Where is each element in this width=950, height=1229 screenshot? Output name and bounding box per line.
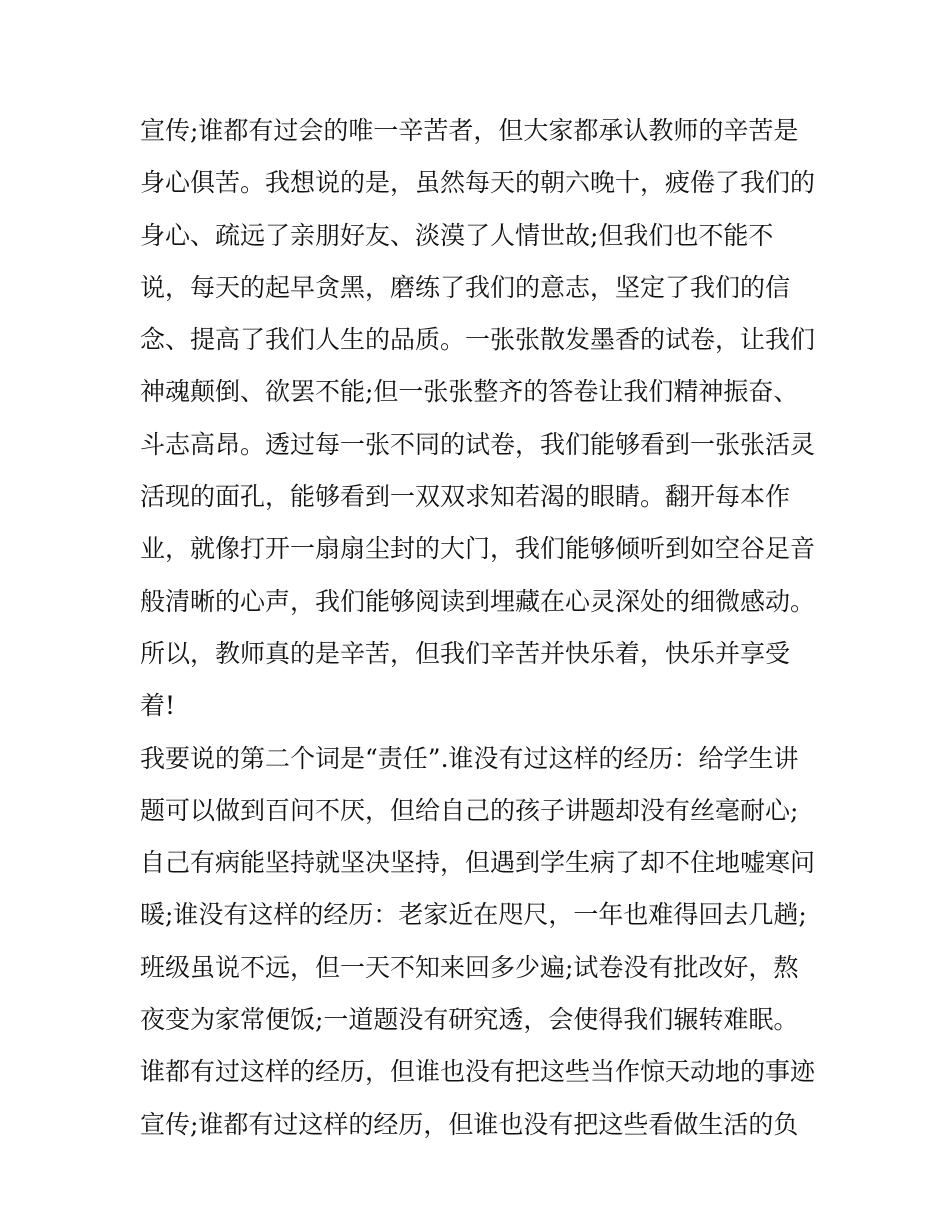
- text-line: 宣传;谁都有过这样的经历，但谁也没有把这些看做生活的负: [140, 1109, 799, 1139]
- text-line: 我要说的第二个词是“责任”.谁没有过这样的经历：给学生讲: [140, 743, 799, 773]
- text-line: 题可以做到百问不厌，但给自己的孩子讲题却没有丝毫耐心;: [140, 795, 799, 825]
- text-line: 般清晰的心声，我们能够阅读到埋藏在心灵深处的细微感动。: [140, 586, 816, 616]
- text-line: 身心、疏远了亲朋好友、淡漠了人情世故;但我们也不能不: [140, 220, 774, 250]
- text-line: 斗志高昂。透过每一张不同的试卷，我们能够看到一张张活灵: [140, 429, 816, 459]
- text-line: 暖;谁没有这样的经历：老家近在咫尺，一年也难得回去几趟;: [140, 900, 807, 930]
- text-line: 活现的面孔，能够看到一双双求知若渴的眼睛。翻开每本作: [140, 482, 791, 512]
- text-line: 所以，教师真的是辛苦，但我们辛苦并快乐着，快乐并享受: [140, 638, 791, 668]
- text-line: 班级虽说不远，但一天不知来回多少遍;试卷没有批改好，熬: [140, 952, 799, 982]
- text-line: 说，每天的起早贪黑，磨练了我们的意志，坚定了我们的信: [140, 272, 791, 302]
- text-line: 神魂颠倒、欲罢不能;但一张张整齐的答卷让我们精神振奋、: [140, 377, 799, 407]
- text-line: 夜变为家常便饭;一道题没有研究透，会使得我们辗转难眠。: [140, 1005, 799, 1035]
- text-line: 业，就像打开一扇扇尘封的大门，我们能够倾听到如空谷足音: [140, 534, 816, 564]
- text-line: 自己有病能坚持就坚决坚持，但遇到学生病了却不住地嘘寒问: [140, 848, 816, 878]
- text-line: 念、提高了我们人生的品质。一张张散发墨香的试卷，让我们: [140, 325, 816, 355]
- text-line: 着!: [140, 691, 176, 721]
- body-text: [140, 105, 820, 1151]
- text-line: 谁都有过这样的经历，但谁也没有把这些当作惊天动地的事迹: [140, 1057, 816, 1087]
- text-line: 宣传;谁都有过会的唯一辛苦者，但大家都承认教师的辛苦是: [140, 116, 799, 145]
- text-line: 身心俱苦。我想说的是，虽然每天的朝六晚十，疲倦了我们的: [140, 168, 816, 198]
